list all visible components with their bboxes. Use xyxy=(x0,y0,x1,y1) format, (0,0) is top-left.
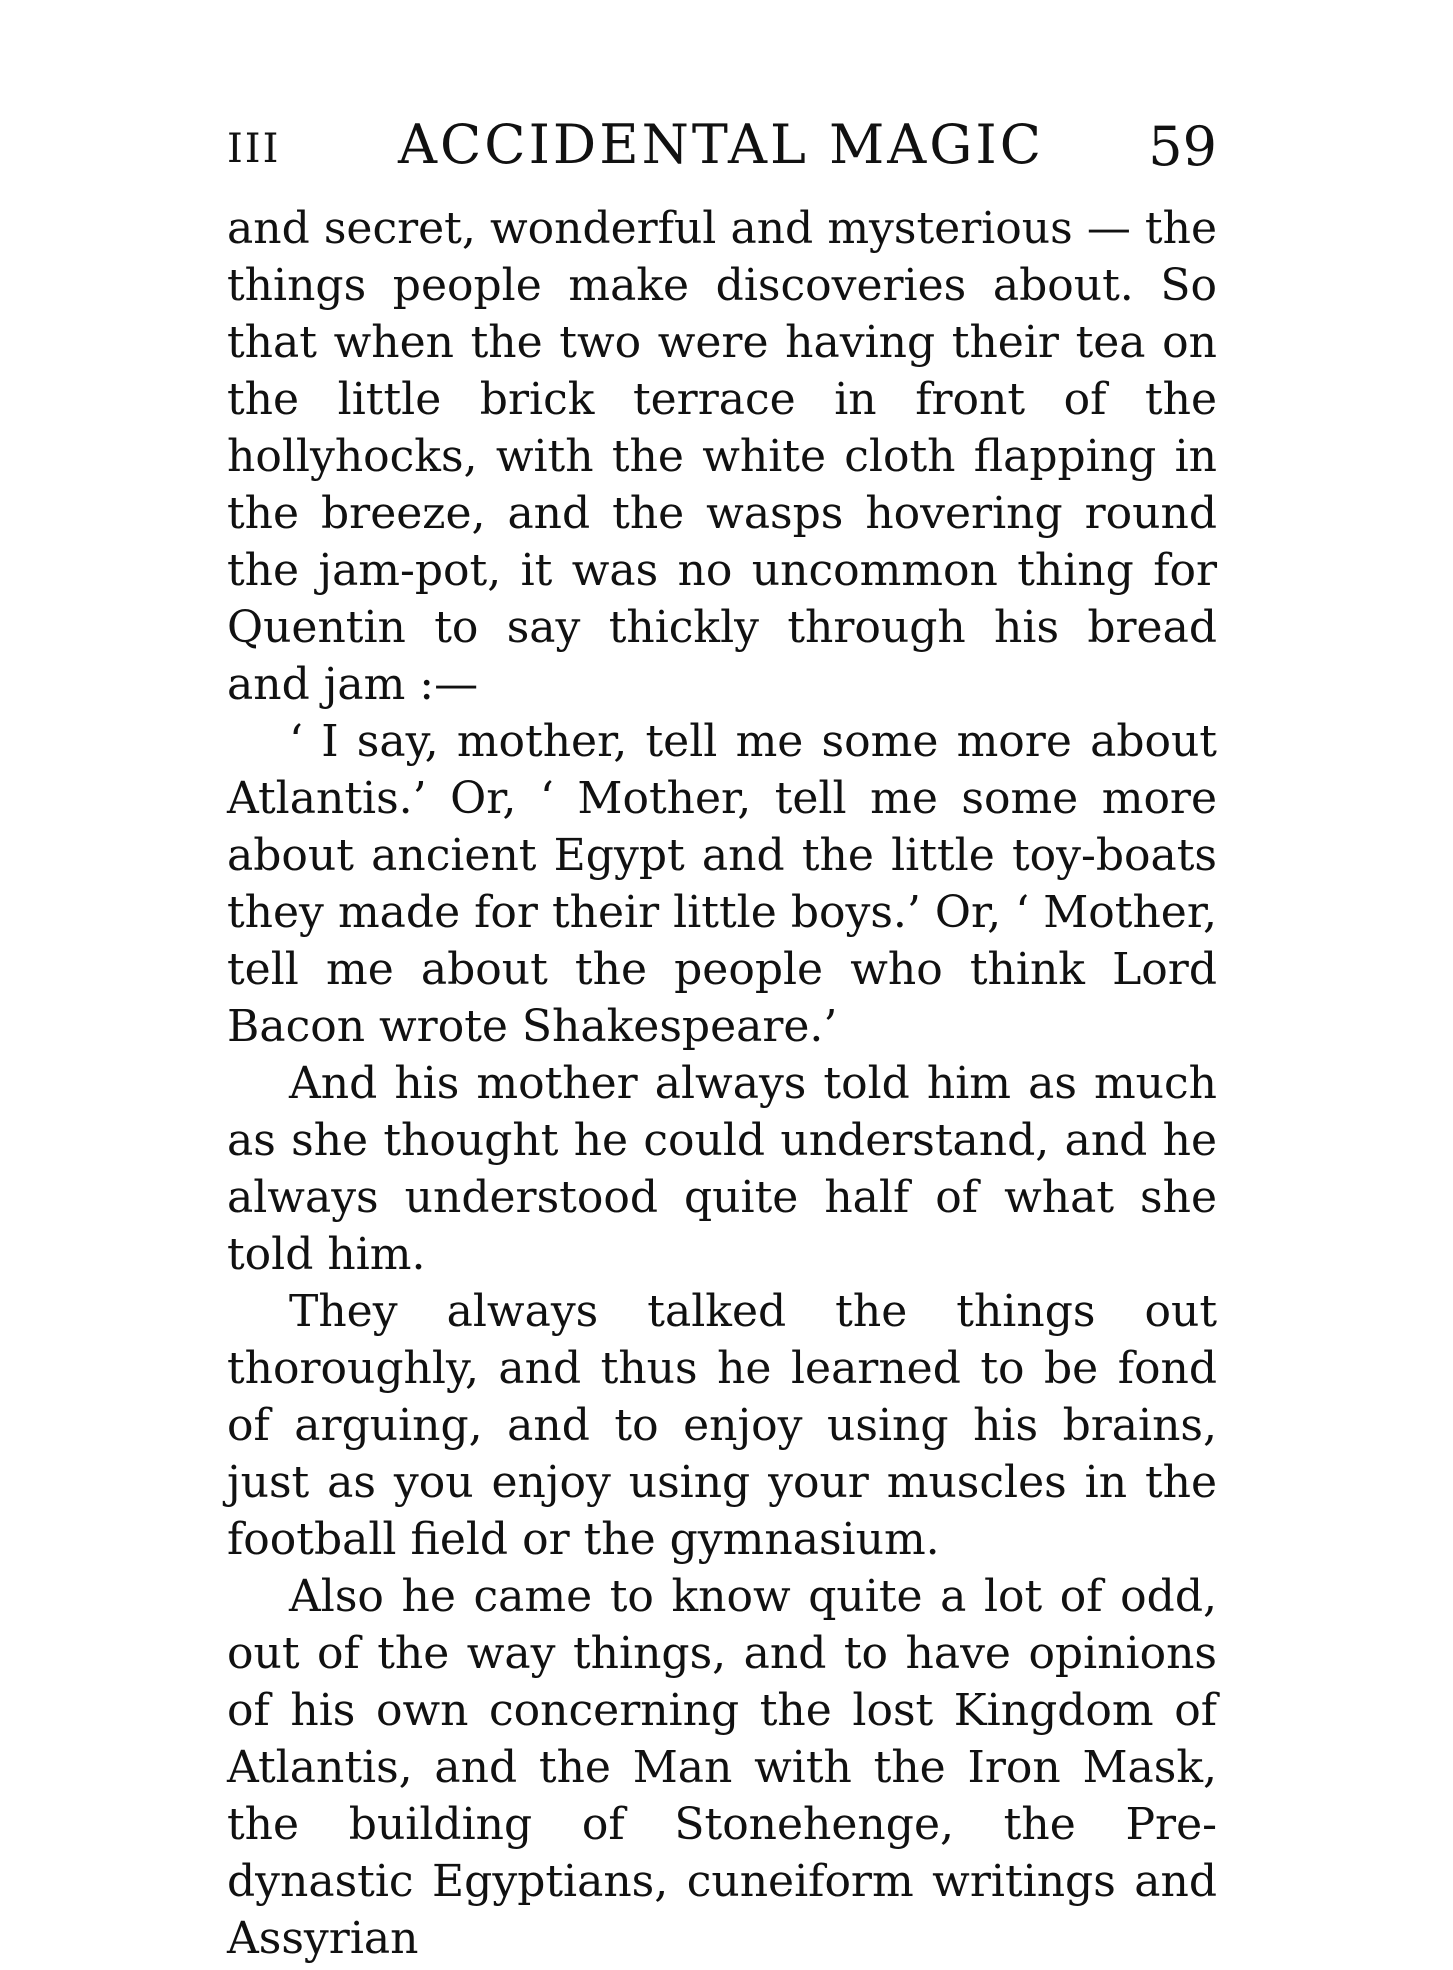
paragraph: And his mother always told him as much as she thought he could understand, and he always understood quite half of what she told him. xyxy=(227,1058,1217,1280)
paragraph: ‘ I say, mother, tell me some more about Atlantis.’ Or, ‘ Mother, tell me some more about ancient Egypt and the little toy-boats they made for their little boys.’ Or, ‘ Mother, tell me about the people who think Lord Bacon wrote Shakespeare.’ xyxy=(227,716,1217,1052)
chapter-title: ACCIDENTAL MAGIC xyxy=(397,113,1045,176)
chapter-number: III xyxy=(227,126,281,172)
page-number: 59 xyxy=(1148,115,1217,178)
running-head xyxy=(225,110,1217,180)
paragraph: They always talked the things out thoroughly, and thus he learned to be fond of arguing, and to enjoy using his brains, just as you enjoy using your muscles in the football field or the gymnasium. xyxy=(227,1286,1217,1565)
body-text xyxy=(227,200,1217,1967)
paragraph: Also he came to know quite a lot of odd, out of the way things, and to have opinions of his own concerning the lost Kingdom of Atlantis, and the Man with the Iron Mask, the building of Stonehenge, the Pre-dynastic Egyptians, cuneiform writings and Assyrian xyxy=(227,1571,1217,1964)
paragraph-continued: and secret, wonderful and mysterious — the things people make discoveries about. So that when the two were having their tea on the little brick terrace in front of the hollyhocks, with the white cloth flapping in the breeze, and the wasps hovering round the jam-pot, it was no uncommon thing for Quentin to say thickly through his bread and jam :— xyxy=(227,203,1217,710)
